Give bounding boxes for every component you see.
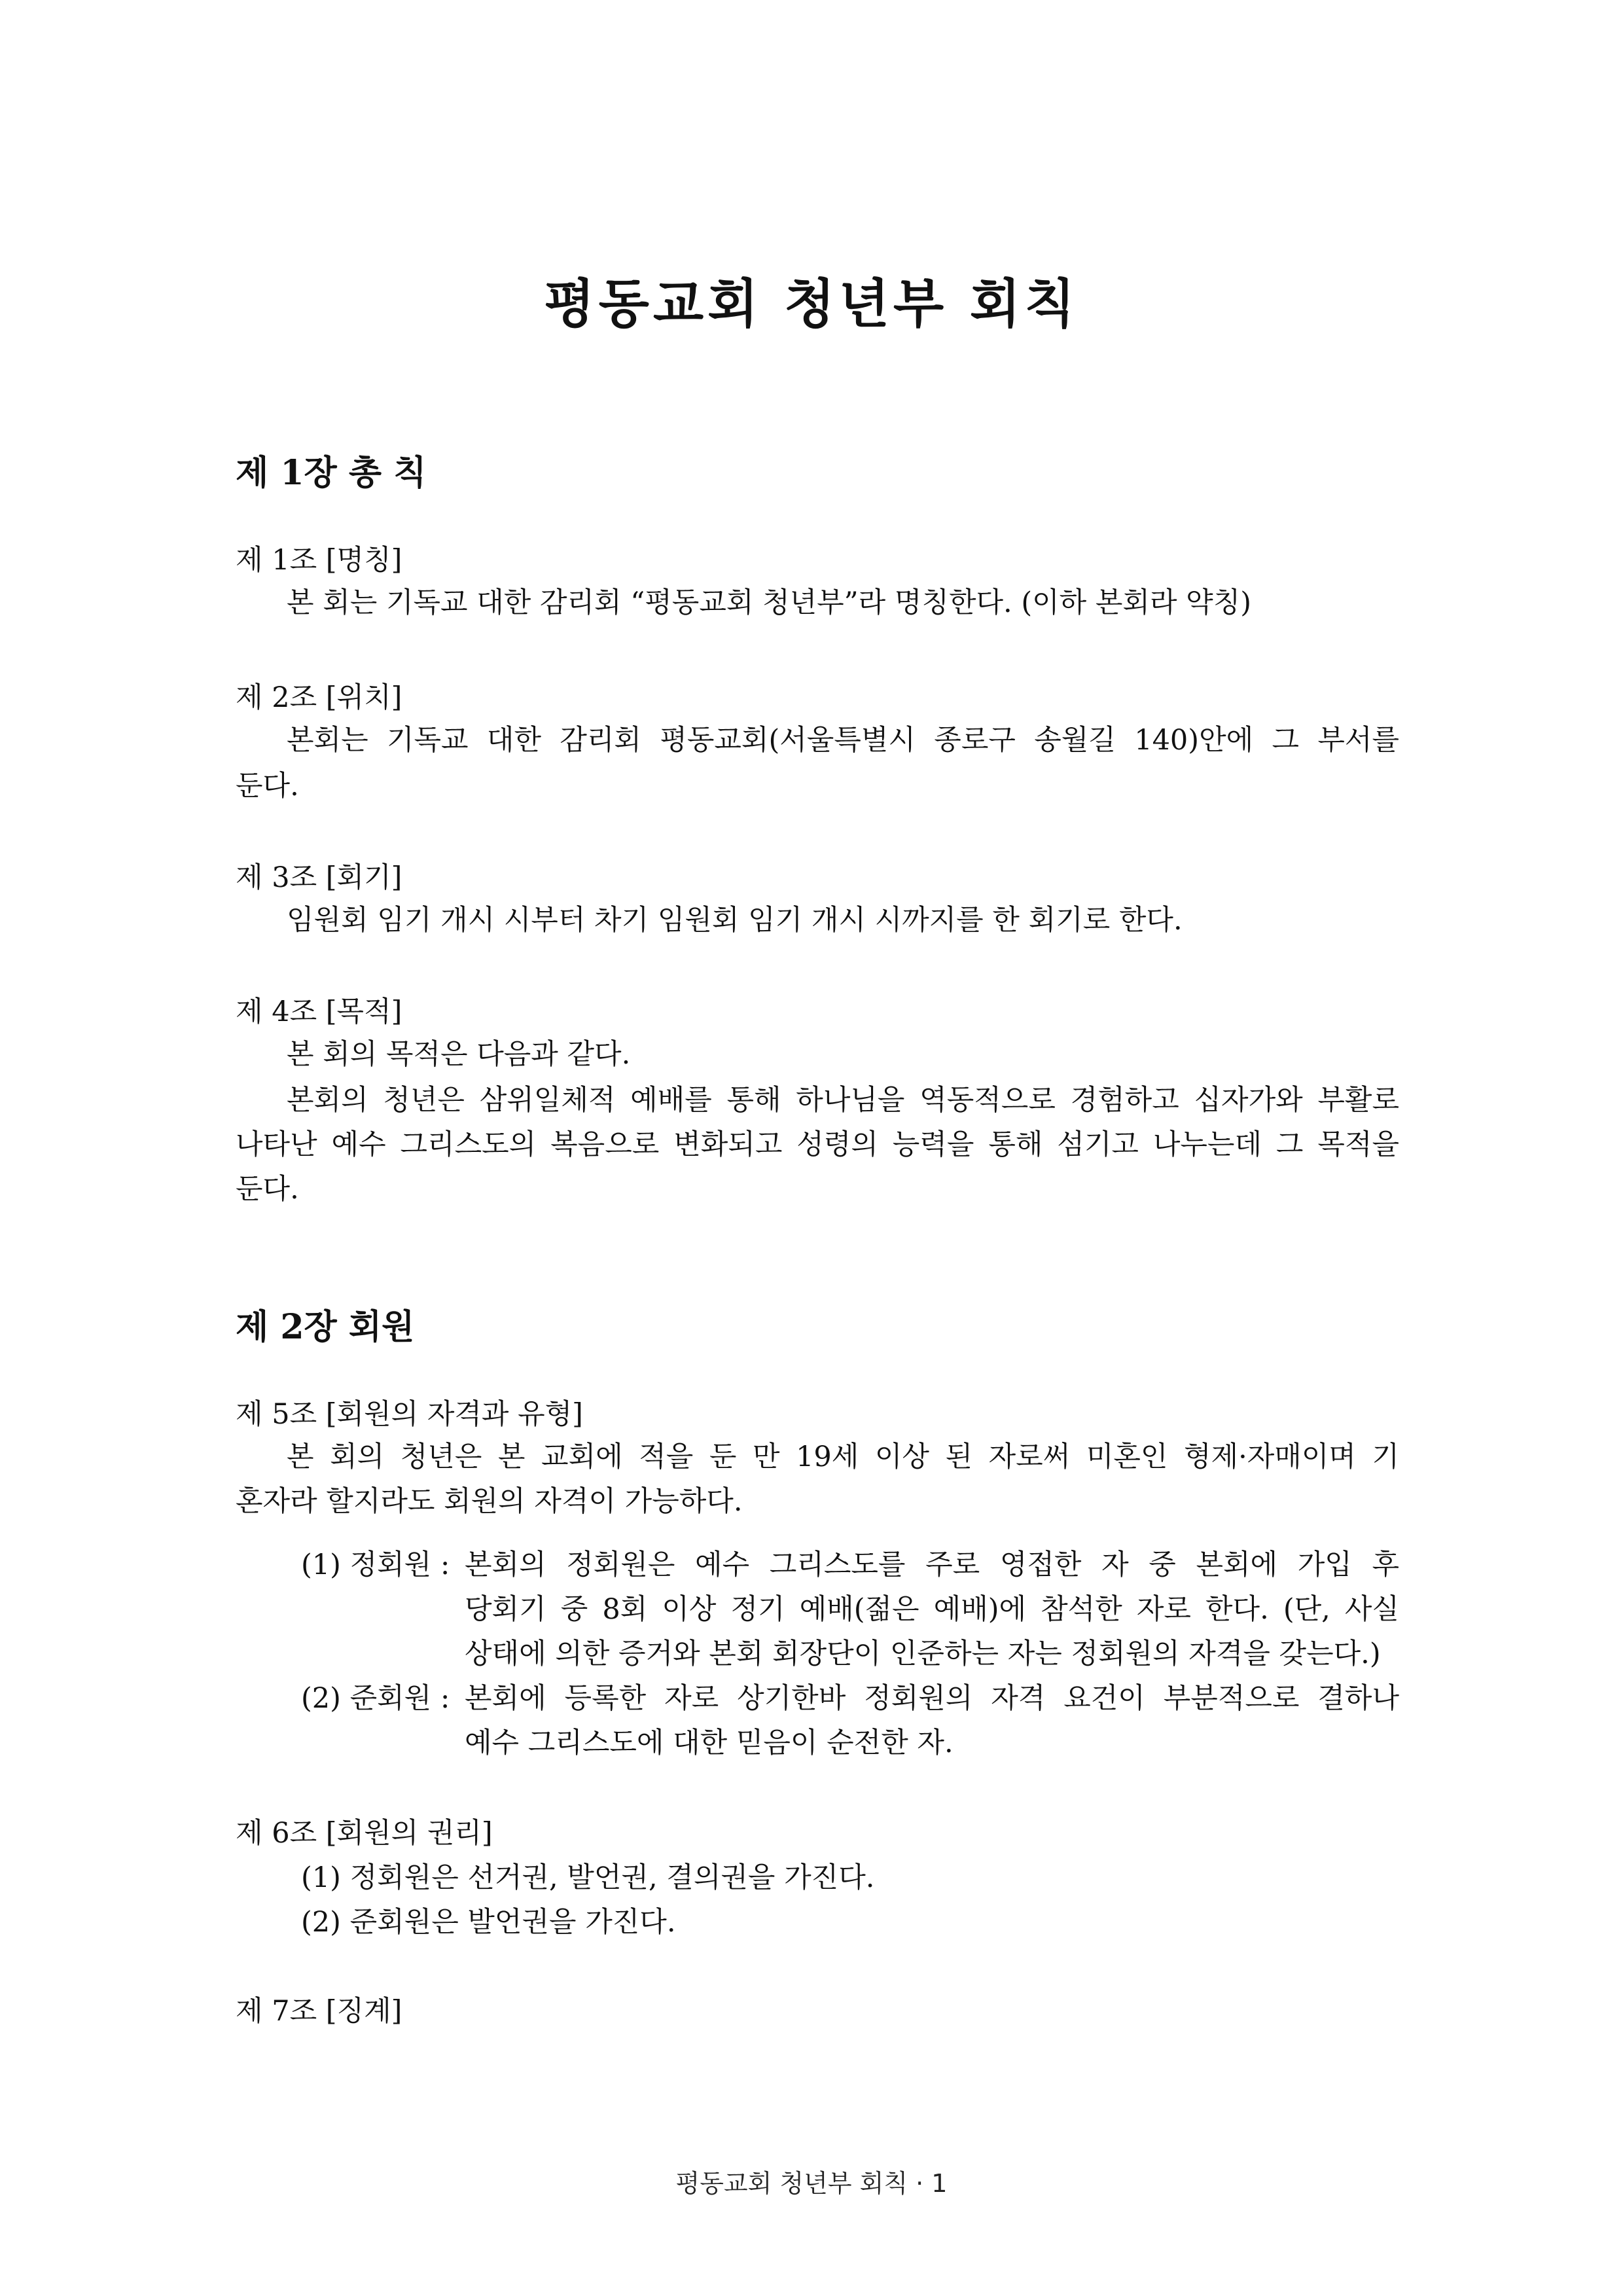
- article-2-text-line-2: 둔다.: [236, 770, 299, 802]
- member-type-regular-line-2: 당회기 중 8회 이상 정기 예배(젊은 예배)에 참석한 자로 한다. (단, 사실: [465, 1593, 1399, 1626]
- page-footer: 평동교회 청년부 회칙 · 1: [675, 2169, 948, 2198]
- document-title: 평동교회 청년부 회칙: [544, 274, 1079, 334]
- member-type-regular-line-3: 상태에 의한 증거와 본회 회장단이 인준하는 자는 정회원의 자격을 갖는다.): [465, 1638, 1381, 1670]
- article-1-text: 본 회는 기독교 대한 감리회 “평동교회 청년부”라 명칭한다. (이하 본회라 약칭): [287, 586, 1252, 619]
- article-1-heading: 제 1조 [명칭]: [236, 544, 402, 577]
- article-6-item-1: (1) 정회원은 선거권, 발언권, 결의권을 가진다.: [301, 1861, 875, 1894]
- article-3-heading: 제 3조 [회기]: [236, 861, 402, 894]
- article-4-text-line-2: 본회의 청년은 삼위일체적 예배를 통해 하나님을 역동적으로 경험하고 십자가와 부활로: [287, 1084, 1399, 1117]
- article-5-heading: 제 5조 [회원의 자격과 유형]: [236, 1398, 583, 1431]
- article-5-text-line-2: 혼자라 할지라도 회원의 자격이 가능하다.: [236, 1485, 743, 1518]
- article-2-text-line-1: 본회는 기독교 대한 감리회 평동교회(서울특별시 종로구 송월길 140)안에 그 부서를: [287, 724, 1399, 757]
- member-type-associate-line-2: 예수 그리스도에 대한 믿음이 순전한 자.: [465, 1727, 954, 1759]
- article-4-text-line-4: 둔다.: [236, 1173, 299, 1206]
- member-type-regular-line-1: 본회의 정회원은 예수 그리스도를 주로 영접한 자 중 본회에 가입 후: [465, 1549, 1399, 1581]
- article-4-heading: 제 4조 [목적]: [236, 996, 402, 1028]
- article-6-item-2: (2) 준회원은 발언권을 가진다.: [301, 1906, 676, 1939]
- chapter-2-heading: 제 2장 회원: [236, 1307, 415, 1347]
- chapter-1-heading: 제 1장 총 칙: [236, 453, 427, 493]
- article-4-text-line-1: 본 회의 목적은 다음과 같다.: [287, 1038, 631, 1071]
- member-type-associate-label: (2) 준회원 :: [301, 1682, 450, 1715]
- article-4-text-line-3: 나타난 예수 그리스도의 복음으로 변화되고 성령의 능력을 통해 섬기고 나누는데 그 목적을: [236, 1128, 1399, 1161]
- member-type-associate-line-1: 본회에 등록한 자로 상기한바 정회원의 자격 요건이 부분적으로 결하나: [465, 1682, 1399, 1715]
- article-6-heading: 제 6조 [회원의 권리]: [236, 1817, 493, 1850]
- article-5-text-line-1: 본 회의 청년은 본 교회에 적을 둔 만 19세 이상 된 자로써 미혼인 형제·자매이며 기: [287, 1441, 1399, 1473]
- article-7-heading: 제 7조 [징계]: [236, 1995, 402, 2028]
- member-type-regular-label: (1) 정회원 :: [301, 1549, 450, 1581]
- article-3-text: 임원회 임기 개시 시부터 차기 임원회 임기 개시 시까지를 한 회기로 한다.: [287, 904, 1183, 937]
- article-2-heading: 제 2조 [위치]: [236, 681, 402, 714]
